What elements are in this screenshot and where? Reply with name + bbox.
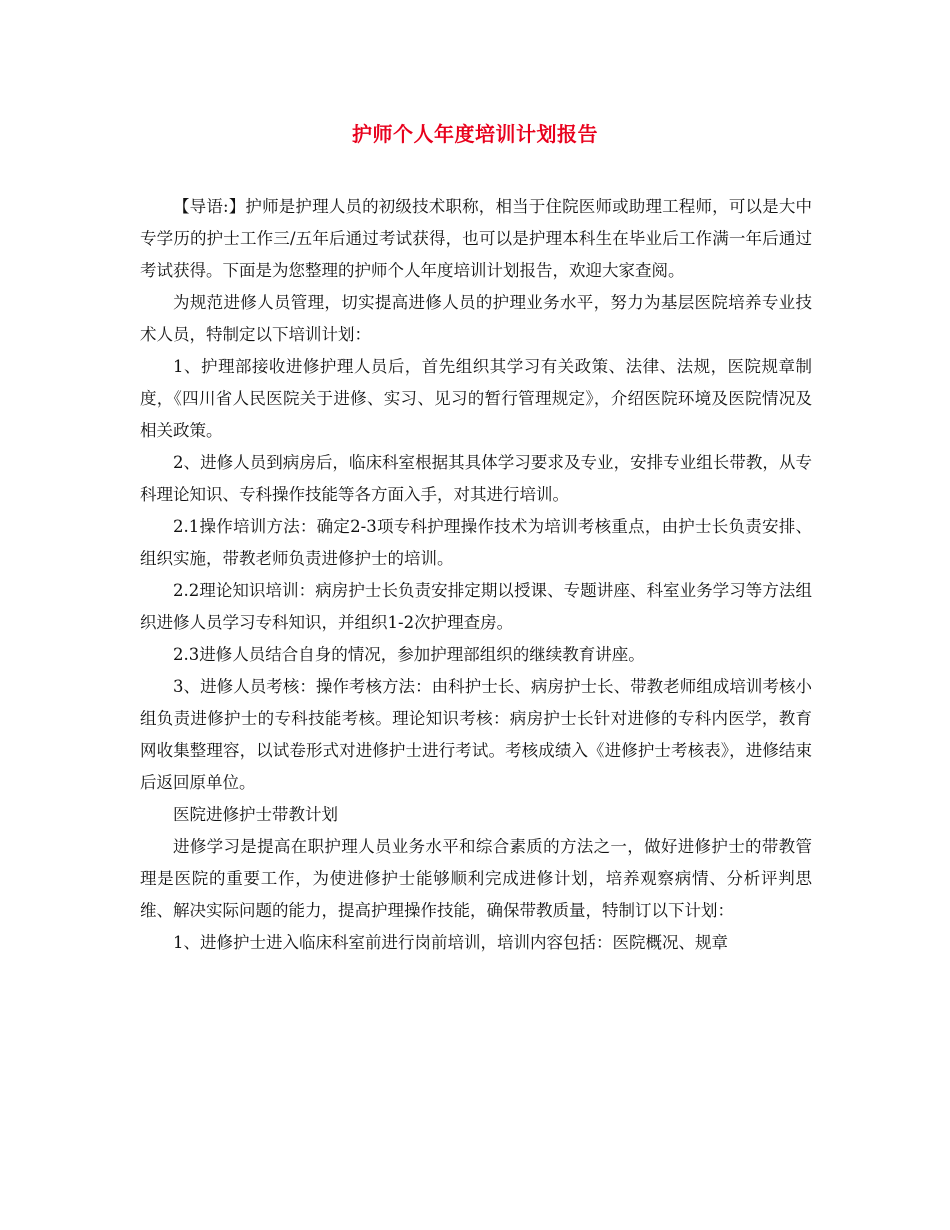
paragraph-item-3: 3、进修人员考核：操作考核方法：由科护士长、病房护士长、带教老师组成培训考核小组负责进修护士的专科技能考核。理论知识考核：病房护士长针对进修的专科内医学，教育网收集整理容，以试卷形式对进修护士进行考试。考核成绩入《进修护士考核表》，进修结束后返回原单位。 [140, 677, 812, 792]
paragraph-purpose: 为规范进修人员管理，切实提高进修人员的护理业务水平，努力为基层医院培养专业技术人员，特制定以下培训计划： [140, 293, 812, 344]
paragraph-section-intro: 进修学习是提高在职护理人员业务水平和综合素质的方法之一，做好进修护士的带教管理是医院的重要工作，为使进修护士能够顺利完成进修计划，培养观察病情、分析评判思维、解决实际问题的能力，提高护理操作技能，确保带教质量，特制订以下计划： [140, 837, 812, 920]
paragraph-item-2-1: 2.1操作培训方法：确定2-3项专科护理操作技术为培训考核重点，由护士长负责安排、组织实施，带教老师负责进修护士的培训。 [140, 517, 812, 568]
section-heading: 医院进修护士带教计划 [173, 805, 338, 824]
paragraph-item-2-3: 2.3进修人员结合自身的情况，参加护理部组织的继续教育讲座。 [173, 645, 645, 664]
paragraph-item-1: 1、护理部接收进修护理人员后，首先组织其学习有关政策、法律、法规，医院规章制度，《四川省人民医院关于进修、实习、见习的暂行管理规定》，介绍医院环境及医院情况及相关政策。 [140, 357, 812, 440]
document-body [140, 191, 812, 959]
paragraph-item-2: 2、进修人员到病房后，临床科室根据其具体学习要求及专业，安排专业组长带教，从专科理论知识、专科操作技能等各方面入手，对其进行培训。 [140, 453, 812, 504]
paragraph-section-item-1: 1、进修护士进入临床科室前进行岗前培训，培训内容包括：医院概况、规章 [173, 933, 728, 952]
paragraph-intro: 【导语:】护师是护理人员的初级技术职称，相当于住院医师或助理工程师，可以是大中专学历的护士工作三/五年后通过考试获得，也可以是护理本科生在毕业后工作满一年后通过考试获得。下面是为您整理的护师个人年度培训计划报告，欢迎大家查阅。 [140, 197, 812, 280]
paragraph-item-2-2: 2.2理论知识培训：病房护士长负责安排定期以授课、专题讲座、科室业务学习等方法组织进修人员学习专科知识，并组织1-2次护理查房。 [140, 581, 812, 632]
document-title: 护师个人年度培训计划报告 [352, 122, 598, 146]
